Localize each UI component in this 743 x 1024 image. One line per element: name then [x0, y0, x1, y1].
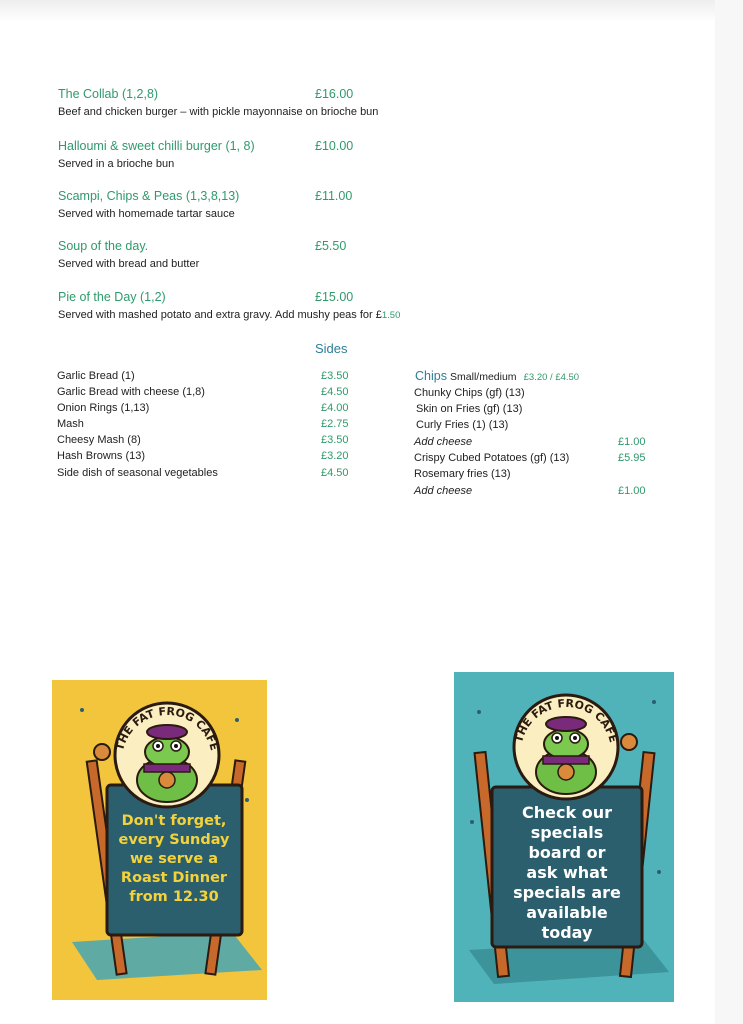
- side-item-price: £5.95: [618, 452, 646, 464]
- side-item-price: £1.00: [618, 485, 646, 497]
- chips-header: [415, 369, 579, 383]
- side-item-price: £3.50: [321, 370, 349, 382]
- dish-price: £11.00: [315, 189, 353, 203]
- poster-line: specials: [530, 823, 604, 842]
- sunday-roast-poster: [52, 680, 267, 1000]
- menu-item-pie: [58, 290, 538, 321]
- side-item-price: £1.00: [618, 436, 646, 448]
- mushy-peas-price: 1.50: [381, 310, 401, 321]
- poster-line: available: [526, 903, 608, 922]
- dish-description: Served with bread and butter: [58, 258, 200, 270]
- dish-description: Served with mashed potato and extra gravy. Add mushy peas for £: [58, 309, 382, 321]
- side-item-name: Mash: [57, 418, 84, 430]
- dish-description: Beef and chicken burger – with pickle mayonnaise on brioche bun: [58, 106, 379, 118]
- side-item-name: Onion Rings (1,13): [57, 402, 150, 414]
- dish-name: Soup of the day.: [58, 239, 149, 253]
- poster-line: Don't forget,: [121, 813, 227, 829]
- allergen-codes: (1,3,8,13): [185, 189, 240, 203]
- poster-line: today: [541, 923, 593, 942]
- dish-price: £10.00: [315, 139, 354, 153]
- side-item-name: Garlic Bread (1): [57, 370, 135, 382]
- side-item-price: £4.50: [321, 386, 349, 398]
- dish-name: Pie of the Day: [58, 290, 137, 304]
- poster-brand: THE FAT FROG CAFE: [512, 696, 620, 744]
- poster-line: ask what: [526, 863, 608, 882]
- side-item-name: Side dish of seasonal vegetables: [57, 467, 218, 479]
- chips-title: Chips: [415, 369, 447, 383]
- dish-description: Served with homemade tartar sauce: [58, 208, 235, 220]
- poster-brand: THE FAT FROG CAFE: [113, 704, 221, 752]
- poster-line: every Sunday: [118, 832, 230, 848]
- side-item-price: £4.50: [321, 467, 349, 479]
- dish-price: £5.50: [315, 239, 347, 253]
- side-item-name: Garlic Bread with cheese (1,8): [57, 386, 205, 398]
- side-item-name: Add cheese: [414, 485, 473, 497]
- allergen-codes: (1,2,8): [121, 87, 159, 101]
- poster-line: specials are: [513, 883, 621, 902]
- sides-heading: Sides: [315, 341, 348, 356]
- poster-line: board or: [528, 843, 606, 862]
- chips-size-label: Small/medium: [450, 371, 517, 383]
- menu-item-soup: [58, 239, 478, 270]
- dish-name: Halloumi & sweet chilli burger: [58, 139, 222, 153]
- poster-line: Roast Dinner: [120, 870, 228, 886]
- dish-name: Scampi, Chips & Peas: [58, 189, 183, 203]
- poster-line: Check our: [522, 803, 612, 822]
- page-side-shade: [715, 0, 743, 1024]
- side-item-price: £2.75: [321, 418, 349, 430]
- allergen-codes: (1,2): [140, 290, 166, 304]
- side-item-name: Skin on Fries (gf) (13): [416, 403, 523, 415]
- side-item-name: Hash Browns (13): [57, 450, 146, 462]
- poster-illustration: [454, 672, 674, 1002]
- side-item-name: Cheesy Mash (8): [57, 434, 141, 446]
- side-item-price: £3.50: [321, 434, 349, 446]
- side-item-price: £4.00: [321, 402, 349, 414]
- poster-line: from 12.30: [129, 889, 219, 905]
- allergen-codes: (1, 8): [225, 139, 255, 153]
- page-top-shadow: [0, 0, 743, 22]
- dish-price: £15.00: [315, 290, 354, 304]
- poster-line: we serve a: [129, 851, 219, 867]
- side-item-name: Chunky Chips (gf) (13): [414, 387, 525, 399]
- dish-price: £16.00: [315, 87, 354, 101]
- chips-prices: £3.20 / £4.50: [523, 372, 580, 383]
- menu-item-scampi: [58, 189, 478, 220]
- dish-name: The Collab: [58, 87, 119, 101]
- side-item-name: Curly Fries (1) (13): [416, 419, 509, 431]
- menu-item-halloumi-burger: [58, 139, 478, 170]
- side-item-name: Crispy Cubed Potatoes (gf) (13): [414, 452, 570, 464]
- menu-item-the-collab: [58, 87, 478, 118]
- poster-illustration: [52, 680, 267, 1000]
- side-item-name: Rosemary fries (13): [414, 468, 511, 480]
- dish-description: Served in a brioche bun: [58, 158, 175, 170]
- specials-poster: [454, 672, 674, 1002]
- side-item-price: £3.20: [321, 450, 349, 462]
- side-item-name: Add cheese: [414, 436, 473, 448]
